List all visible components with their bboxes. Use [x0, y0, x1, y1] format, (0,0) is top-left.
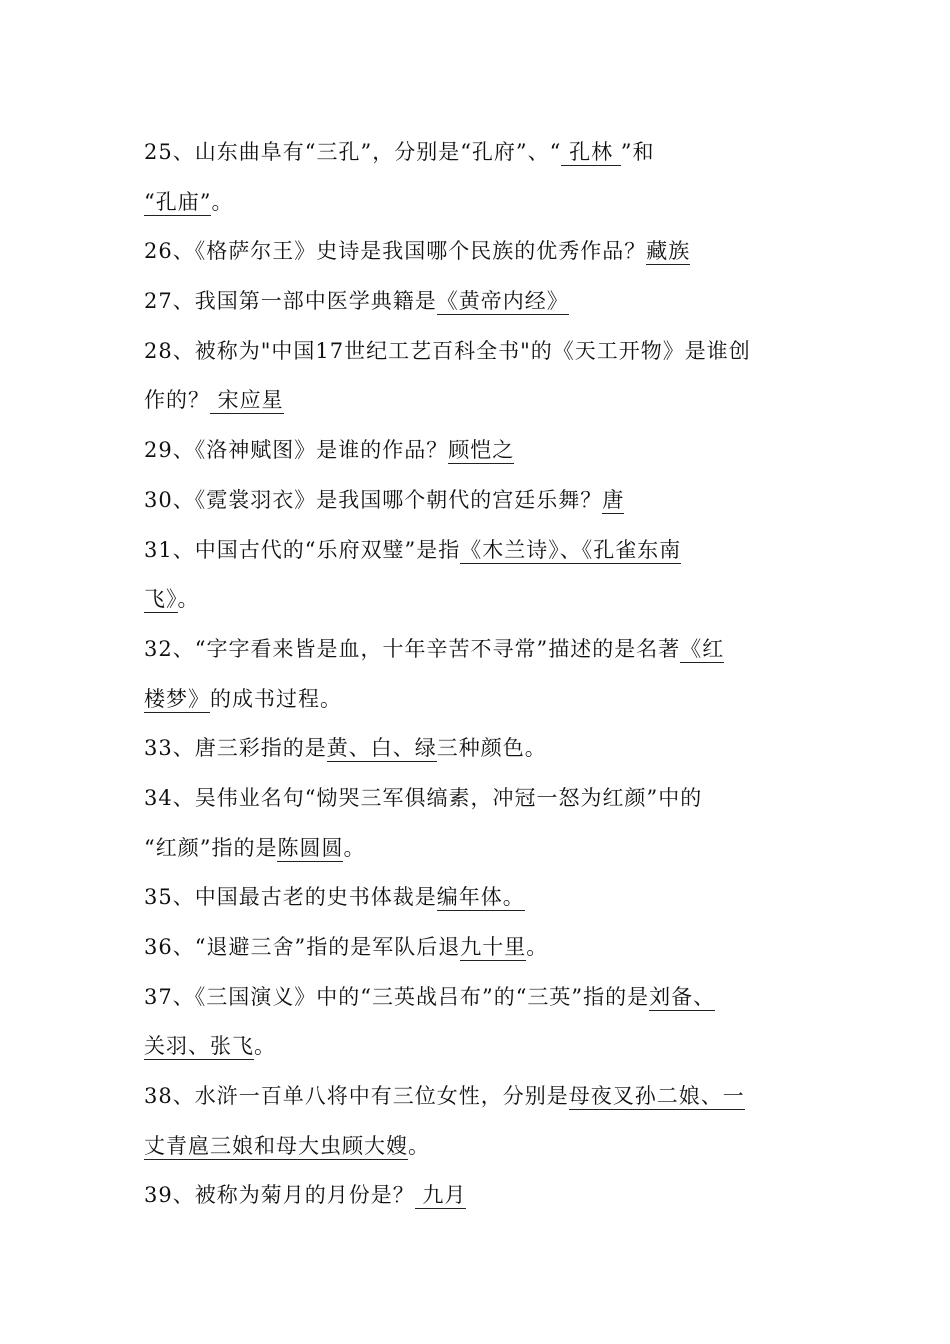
question-item — [144, 327, 834, 426]
answer-text: 刘备、 — [649, 984, 716, 1009]
question-text: 25、山东曲阜有“三孔”，分别是“孔府”、“ — [144, 140, 562, 164]
question-item — [144, 923, 834, 973]
text-line — [144, 1171, 834, 1221]
answer-text: 飞》 — [144, 587, 178, 612]
answer-text: 黄、白、绿 — [326, 736, 437, 761]
answer-text: 藏族 — [646, 239, 691, 264]
question-text: 26、《格萨尔王》史诗是我国哪个民族的优秀作品？ — [144, 239, 647, 264]
text-line — [144, 1122, 834, 1172]
question-text: 29、《洛神赋图》是谁的作品？ — [144, 438, 449, 463]
text-line — [144, 526, 834, 576]
question-text: 。 — [211, 189, 234, 214]
question-item — [144, 277, 834, 327]
question-text: 38、水浒一百单八将中有三位女性，分别是 — [144, 1084, 569, 1109]
question-text: 33、唐三彩指的是 — [144, 736, 327, 761]
question-item — [144, 774, 834, 873]
question-item — [144, 724, 834, 774]
question-item — [144, 526, 834, 625]
question-text: 36、“退避三舍”指的是军队后退 — [144, 935, 461, 959]
question-item — [144, 973, 834, 1072]
question-text: 。 — [526, 935, 549, 959]
text-line — [144, 625, 834, 675]
question-text: 35、中国最古老的史书体裁是 — [144, 885, 437, 910]
question-item — [144, 873, 834, 923]
question-text: 三种颜色。 — [436, 736, 547, 761]
text-line — [144, 128, 834, 178]
text-line — [144, 227, 834, 277]
question-text: “红颜”指的是 — [144, 835, 278, 860]
question-text: 28、被称为"中国17世纪工艺百科全书"的《天工开物》是谁创 — [144, 338, 751, 363]
question-text: 39、被称为菊月的月份是？ — [144, 1183, 415, 1208]
question-list — [144, 128, 834, 1221]
text-line — [144, 277, 834, 327]
text-line — [144, 1072, 834, 1122]
answer-text: 九月 — [414, 1183, 467, 1208]
question-text: 。 — [408, 1133, 430, 1158]
text-line — [144, 178, 834, 228]
text-line — [144, 327, 834, 377]
question-text: ”和 — [620, 140, 655, 164]
question-text: 的成书过程。 — [210, 686, 342, 711]
answer-text: “孔庙” — [144, 189, 212, 214]
question-text: 。 — [177, 587, 200, 612]
question-item — [144, 227, 834, 277]
question-text: 30、《霓裳羽衣》是我国哪个朝代的宫廷乐舞？ — [144, 487, 603, 512]
answer-text: 《红 — [680, 636, 725, 661]
answer-text: 《黄帝内经》 — [436, 289, 569, 314]
text-line — [144, 426, 834, 476]
text-line — [144, 376, 834, 426]
question-item — [144, 1072, 834, 1171]
text-line — [144, 774, 834, 824]
question-text: 37、《三国演义》中的“三英战吕布”的“三英”指的是 — [144, 984, 650, 1009]
answer-text: 孔林 — [561, 140, 621, 164]
text-line — [144, 923, 834, 973]
answer-text: 顾恺之 — [448, 438, 515, 463]
text-line — [144, 873, 834, 923]
answer-text: 母夜叉孙二娘、一 — [568, 1084, 745, 1109]
question-text: 作的？ — [144, 388, 210, 413]
text-line — [144, 973, 834, 1023]
answer-text: 编年体。 — [436, 885, 525, 910]
answer-text: 丈青扈三娘和母大虫顾大嫂 — [144, 1133, 408, 1158]
question-item — [144, 128, 834, 227]
answer-text: 关羽、张飞 — [144, 1034, 254, 1059]
answer-text: 《木兰诗》、《孔雀东南 — [460, 537, 682, 562]
text-line — [144, 476, 834, 526]
question-item — [144, 625, 834, 724]
text-line — [144, 675, 834, 725]
answer-text: 宋应星 — [210, 388, 284, 413]
question-text: 34、吴伟业名句“恸哭三军俱缟素，冲冠一怒为红颜”中的 — [144, 785, 703, 810]
question-text: 27、我国第一部中医学典籍是 — [144, 289, 437, 314]
answer-text: 唐 — [602, 487, 625, 512]
text-line — [144, 575, 834, 625]
text-line — [144, 724, 834, 774]
answer-text: 楼梦》 — [144, 686, 210, 711]
question-text: 。 — [254, 1034, 276, 1059]
question-item — [144, 476, 834, 526]
answer-text: 九十里 — [460, 935, 527, 959]
question-text: 。 — [343, 835, 366, 860]
question-text: 31、中国古代的“乐府双璧”是指 — [144, 537, 461, 562]
question-item — [144, 1171, 834, 1221]
question-text: 32、“字字看来皆是血，十年辛苦不寻常”描述的是名著 — [144, 636, 681, 661]
answer-text: 陈圆圆 — [277, 835, 344, 860]
text-line — [144, 1022, 834, 1072]
question-item — [144, 426, 834, 476]
text-line — [144, 824, 834, 874]
